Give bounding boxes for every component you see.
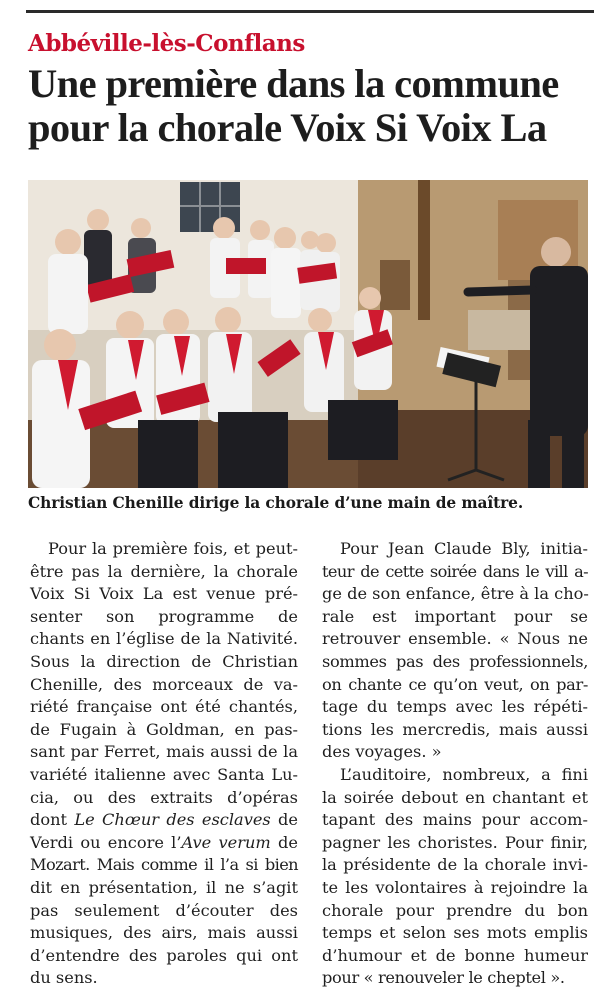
body-line: Sous la direction de Christian <box>30 651 298 671</box>
article-headline <box>28 62 598 150</box>
body-line: tions les mercredis, mais aussi <box>322 719 588 739</box>
body-paragraph <box>322 538 590 764</box>
body-line: Mozart. Mais comme il l’a si bien <box>30 855 298 875</box>
article-body-left-column <box>30 538 302 990</box>
body-line: Pour la première fois, et peut- <box>48 539 298 558</box>
body-line: Pour Jean Claude Bly, initia- <box>340 539 588 558</box>
article-photo <box>28 180 588 488</box>
body-line: chants en l’église de la Nativité. <box>30 629 298 649</box>
body-line: on chante ce qu’on veut, on par- <box>322 674 588 694</box>
body-line: sommes pas des professionnels, <box>322 651 588 671</box>
body-paragraph <box>30 538 302 990</box>
body-line: senter son programme de <box>30 606 298 626</box>
body-line: tapant des mains pour accom- <box>322 810 588 830</box>
body-line: cia, ou des extraits d’opéras <box>30 787 298 807</box>
body-line: du sens. <box>30 968 98 988</box>
body-line: Voix Si Voix La est venue pré- <box>30 584 298 604</box>
article-body-right-column <box>322 538 590 990</box>
headline-line: pour la chorale Voix Si Voix La <box>28 105 547 150</box>
body-line: retrouver ensemble. « Nous ne <box>322 629 588 649</box>
body-line: variété italienne avec Santa Lu- <box>30 764 298 784</box>
body-line: pour « renouveler le cheptel ». <box>322 968 565 988</box>
photo-caption: Christian Chenille dirige la chorale d’une main de maître. <box>28 494 524 512</box>
article-kicker: Abbéville-lès-Conflans <box>28 30 305 57</box>
body-line: temps et selon ses mots emplis <box>322 923 588 943</box>
body-line: musiques, des airs, mais aussi <box>30 923 298 943</box>
body-line: chorale pour prendre du bon <box>322 900 588 920</box>
headline-line: Une première dans la commune <box>28 61 559 106</box>
body-line: sant par Ferret, mais aussi de la <box>30 742 298 762</box>
body-line: pagner les choristes. Pour finir, <box>322 832 588 852</box>
body-line: la présidente de la chorale invi- <box>322 855 588 875</box>
body-line: des voyages. » <box>322 742 442 762</box>
body-line: la soirée debout en chantant et <box>322 787 588 807</box>
body-line-with-italic: Verdi ou encore l’Ave verum de <box>30 832 298 852</box>
body-line: tage du temps avec les répéti- <box>322 697 588 717</box>
body-line: ge de son enfance, être à la cho- <box>322 584 589 604</box>
body-line: teur de cette soirée dans le vill a- <box>322 561 588 581</box>
body-line: être pas la dernière, la chorale <box>30 561 298 581</box>
body-line: d’entendre des paroles qui ont <box>30 945 298 965</box>
body-line: riété française ont été chantés, <box>30 697 298 717</box>
body-line: rale est important pour se <box>322 606 588 626</box>
body-line: pas seulement d’écouter des <box>30 900 298 920</box>
italic-work-title: Le Chœur des esclaves <box>74 810 271 830</box>
body-line: d’humour et de bonne humeur <box>322 945 588 965</box>
body-line: L’auditoire, nombreux, a fini <box>340 764 588 784</box>
body-line-with-italic: dont Le Chœur des esclaves de <box>30 810 299 830</box>
top-rule <box>26 10 594 13</box>
body-line: de Fugain à Goldman, en pas- <box>30 719 298 739</box>
italic-work-title: Ave verum <box>181 832 271 852</box>
body-line: te les volontaires à rejoindre la <box>322 877 588 897</box>
body-line: dit en présentation, il ne s’agit <box>30 877 298 897</box>
body-paragraph <box>322 764 590 990</box>
choir-photo-illustration <box>28 180 588 488</box>
body-line: Chenille, des morceaux de va- <box>30 674 298 694</box>
